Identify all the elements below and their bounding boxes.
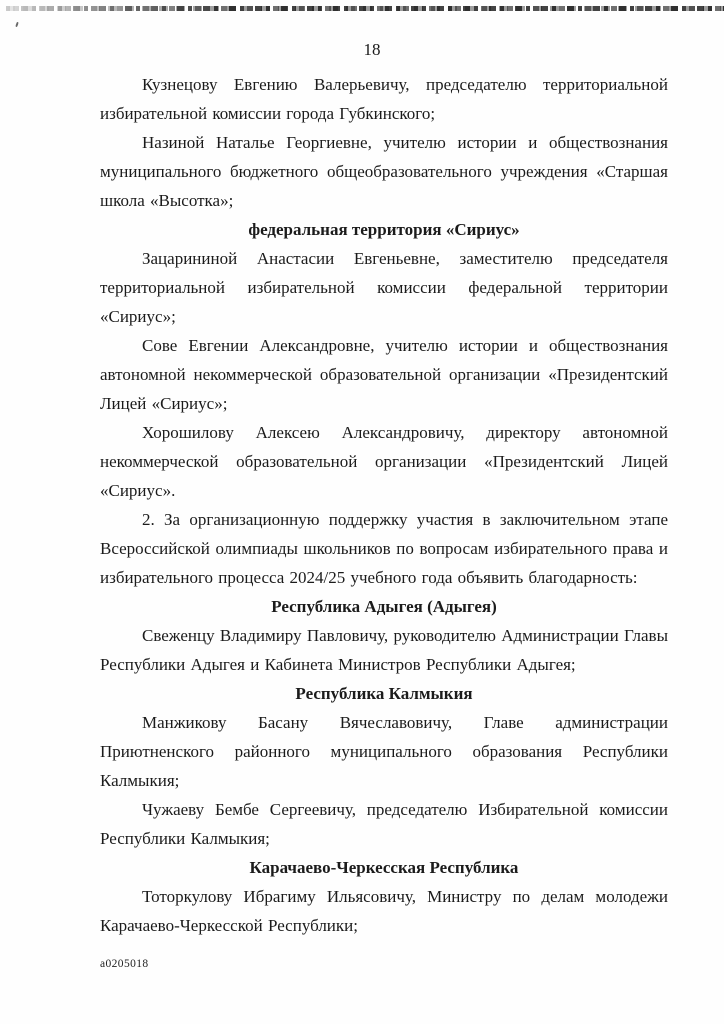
paragraph: Сове Евгении Александровне, учителю истории и обществознания автономной некоммерческой образовательной организации «Президентский Лицей «Сириус»; <box>100 336 668 413</box>
scan-artifact-line <box>6 6 724 11</box>
paragraph: Зацарининой Анастасии Евгеньевне, заместителю председателя территориальной избирательной комиссии федеральной территории «Сириус»; <box>100 249 668 326</box>
paragraph: Назиной Наталье Георгиевне, учителю истории и обществознания муниципального бюджетного общеобразовательного учреждения «Старшая школа «Высотка»; <box>100 133 668 210</box>
paragraph: Свеженцу Владимиру Павловичу, руководителю Администрации Главы Республики Адыгея и Кабинета Министров Республики Адыгея; <box>100 626 668 674</box>
section-heading: Карачаево-Черкесская Республика <box>249 858 519 877</box>
paragraph: 2. За организационную поддержку участия в заключительном этапе Всероссийской олимпиады школьников по вопросам избирательного права и избирательного процесса 2024/25 учебного года объявить благодарность: <box>100 510 668 587</box>
paragraph: Чужаеву Бембе Сергеевичу, председателю Избирательной комиссии Республики Калмыкия; <box>100 800 668 848</box>
section-heading: Республика Калмыкия <box>295 684 473 703</box>
section-heading: Республика Адыгея (Адыгея) <box>271 597 497 616</box>
section-heading: федеральная территория «Сириус» <box>248 220 520 239</box>
paragraph: Манжикову Басану Вячеславовичу, Главе администрации Приютненского районного муниципального образования Республики Калмыкия; <box>100 713 668 790</box>
document-body <box>100 70 668 940</box>
paragraph: Тоторкулову Ибрагиму Ильясовичу, Министру по делам молодежи Карачаево-Черкесской Республики; <box>100 887 668 935</box>
page-number: 18 <box>363 40 381 59</box>
paragraph: Кузнецову Евгению Валерьевичу, председателю территориальной избирательной комиссии города Губкинского; <box>100 75 668 123</box>
paragraph: Хорошилову Алексею Александровичу, директору автономной некоммерческой образовательной организации «Президентский Лицей «Сириус». <box>100 423 668 500</box>
scan-artifact-speck <box>15 22 18 27</box>
footer-code: а0205018 <box>100 958 149 970</box>
